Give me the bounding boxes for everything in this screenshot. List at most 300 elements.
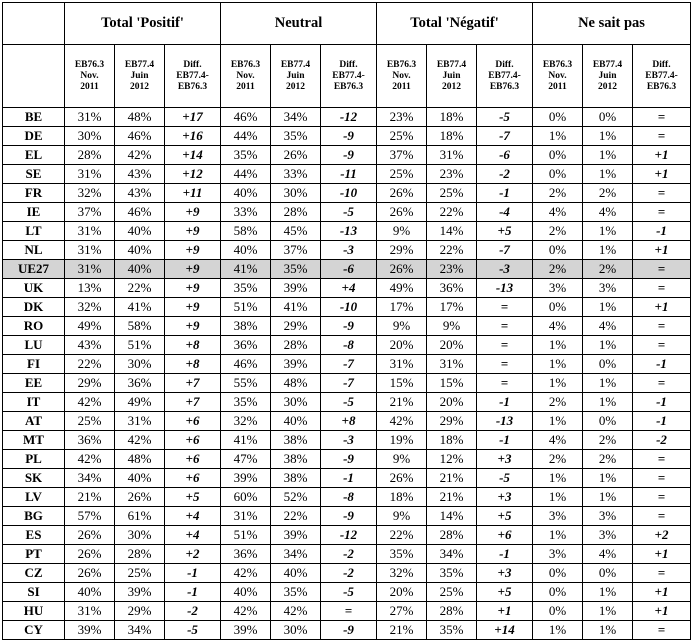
- percentage-cell: 35%: [271, 260, 321, 279]
- group-header-neutral: Neutral: [221, 3, 377, 45]
- diff-cell: +4: [165, 526, 221, 545]
- sub-header-line: EB76.3: [177, 81, 208, 92]
- eb763-nov-2011-header: [533, 45, 583, 108]
- percentage-cell: 44%: [221, 165, 271, 184]
- country-code-cell: EL: [3, 146, 65, 165]
- percentage-cell: 20%: [427, 336, 477, 355]
- percentage-cell: 1%: [533, 526, 583, 545]
- percentage-cell: 26%: [377, 184, 427, 203]
- diff-cell: +6: [165, 412, 221, 431]
- country-code-cell: SI: [3, 583, 65, 602]
- diff-cell: +6: [477, 526, 533, 545]
- percentage-cell: 22%: [65, 355, 115, 374]
- eb774-juin-2012-header: [427, 45, 477, 108]
- percentage-cell: 1%: [583, 241, 633, 260]
- diff-cell: =: [477, 355, 533, 374]
- sub-header-line: Juin: [130, 70, 149, 81]
- country-code-cell: CZ: [3, 564, 65, 583]
- eb763-nov-2011-header: [65, 45, 115, 108]
- percentage-cell: 46%: [221, 108, 271, 127]
- diff-cell: -12: [321, 526, 377, 545]
- sub-header-line: Juin: [442, 70, 461, 81]
- percentage-cell: 32%: [65, 298, 115, 317]
- percentage-cell: 52%: [271, 488, 321, 507]
- diff-cell: +1: [477, 602, 533, 621]
- percentage-cell: 0%: [583, 355, 633, 374]
- percentage-cell: 0%: [583, 564, 633, 583]
- percentage-cell: 42%: [221, 602, 271, 621]
- percentage-cell: 1%: [583, 146, 633, 165]
- diff-cell: =: [633, 507, 691, 526]
- diff-cell: +16: [165, 127, 221, 146]
- diff-cell: =: [633, 469, 691, 488]
- diff-cell: -5: [165, 621, 221, 640]
- percentage-cell: 26%: [377, 260, 427, 279]
- diff-cell: -2: [633, 431, 691, 450]
- percentage-cell: 0%: [533, 146, 583, 165]
- sub-header-line: EB76.3: [230, 59, 261, 70]
- diff-cell: +1: [633, 298, 691, 317]
- percentage-cell: 0%: [533, 108, 583, 127]
- percentage-cell: 0%: [583, 108, 633, 127]
- percentage-cell: 4%: [583, 545, 633, 564]
- percentage-cell: 13%: [65, 279, 115, 298]
- percentage-cell: 38%: [271, 431, 321, 450]
- eb774-juin-2012-header: [115, 45, 165, 108]
- percentage-cell: 18%: [427, 108, 477, 127]
- diff-cell: -1: [477, 393, 533, 412]
- percentage-cell: 40%: [65, 583, 115, 602]
- percentage-cell: 31%: [427, 355, 477, 374]
- percentage-cell: 23%: [427, 260, 477, 279]
- percentage-cell: 29%: [271, 317, 321, 336]
- percentage-cell: 4%: [533, 203, 583, 222]
- diff-cell: =: [633, 374, 691, 393]
- percentage-cell: 43%: [65, 336, 115, 355]
- percentage-cell: 0%: [533, 583, 583, 602]
- diff-cell: +9: [165, 298, 221, 317]
- sub-header-line: Nov.: [392, 70, 411, 81]
- diff-cell: -2: [321, 564, 377, 583]
- percentage-cell: 0%: [533, 165, 583, 184]
- table-row: [3, 298, 691, 317]
- diff-cell: +1: [633, 165, 691, 184]
- percentage-cell: 49%: [377, 279, 427, 298]
- diff-cell: -13: [477, 412, 533, 431]
- percentage-cell: 34%: [271, 108, 321, 127]
- country-code-cell: IE: [3, 203, 65, 222]
- percentage-cell: 39%: [221, 621, 271, 640]
- table-row: [3, 526, 691, 545]
- percentage-cell: 42%: [377, 412, 427, 431]
- diff-cell: +9: [165, 203, 221, 222]
- percentage-cell: 43%: [115, 184, 165, 203]
- percentage-cell: 58%: [221, 222, 271, 241]
- table-row: [3, 564, 691, 583]
- sub-header-line: 2011: [392, 81, 411, 92]
- table-row: [3, 203, 691, 222]
- country-code-cell: LT: [3, 222, 65, 241]
- percentage-cell: 3%: [533, 545, 583, 564]
- percentage-cell: 22%: [427, 241, 477, 260]
- percentage-cell: 1%: [583, 602, 633, 621]
- percentage-cell: 42%: [65, 393, 115, 412]
- percentage-cell: 1%: [583, 621, 633, 640]
- eb763-nov-2011-header: [221, 45, 271, 108]
- percentage-cell: 19%: [377, 431, 427, 450]
- diff-cell: -12: [321, 108, 377, 127]
- diff-cell: +1: [633, 545, 691, 564]
- sub-header-line: EB77.4: [124, 59, 155, 70]
- diff-cell: -2: [321, 545, 377, 564]
- percentage-cell: 33%: [271, 165, 321, 184]
- percentage-cell: 51%: [115, 336, 165, 355]
- percentage-cell: 60%: [221, 488, 271, 507]
- percentage-cell: 37%: [271, 241, 321, 260]
- percentage-cell: 1%: [583, 336, 633, 355]
- percentage-cell: 21%: [377, 393, 427, 412]
- diff-cell: +9: [165, 317, 221, 336]
- diff-cell: -8: [321, 488, 377, 507]
- group-header-positif: Total 'Positif': [65, 3, 221, 45]
- percentage-cell: 57%: [65, 507, 115, 526]
- diff-cell: -8: [321, 336, 377, 355]
- percentage-cell: 32%: [221, 412, 271, 431]
- percentage-cell: 51%: [221, 526, 271, 545]
- percentage-cell: 46%: [115, 203, 165, 222]
- diff-cell: +5: [165, 488, 221, 507]
- table-row: [3, 374, 691, 393]
- country-code-cell: CY: [3, 621, 65, 640]
- sub-header-line: EB77.4-: [488, 70, 521, 81]
- sub-header-line: EB76.3: [333, 81, 364, 92]
- diff-cell: +11: [165, 184, 221, 203]
- percentage-cell: 14%: [427, 222, 477, 241]
- diff-cell: +1: [633, 146, 691, 165]
- percentage-cell: 20%: [377, 583, 427, 602]
- diff-cell: -6: [321, 260, 377, 279]
- percentage-cell: 1%: [533, 488, 583, 507]
- percentage-cell: 1%: [533, 412, 583, 431]
- table-header: [3, 3, 691, 108]
- diff-cell: +9: [165, 260, 221, 279]
- percentage-cell: 0%: [533, 298, 583, 317]
- percentage-cell: 4%: [583, 203, 633, 222]
- group-header-row: [3, 3, 691, 45]
- eb774-juin-2012-header: [583, 45, 633, 108]
- percentage-cell: 15%: [427, 374, 477, 393]
- diff-cell: =: [633, 260, 691, 279]
- diff-cell: -4: [477, 203, 533, 222]
- percentage-cell: 49%: [65, 317, 115, 336]
- percentage-cell: 31%: [65, 602, 115, 621]
- diff-cell: =: [633, 450, 691, 469]
- percentage-cell: 35%: [427, 564, 477, 583]
- diff-cell: +4: [165, 507, 221, 526]
- percentage-cell: 0%: [533, 564, 583, 583]
- percentage-cell: 42%: [65, 450, 115, 469]
- percentage-cell: 39%: [271, 279, 321, 298]
- country-code-cell: UE27: [3, 260, 65, 279]
- country-code-cell: ES: [3, 526, 65, 545]
- sub-header-line: Juin: [598, 70, 617, 81]
- percentage-cell: 1%: [533, 336, 583, 355]
- diff-cell: =: [633, 621, 691, 640]
- percentage-cell: 18%: [377, 488, 427, 507]
- percentage-cell: 37%: [377, 146, 427, 165]
- country-code-cell: UK: [3, 279, 65, 298]
- percentage-cell: 1%: [533, 469, 583, 488]
- percentage-cell: 1%: [533, 127, 583, 146]
- percentage-cell: 1%: [583, 469, 633, 488]
- percentage-cell: 1%: [533, 355, 583, 374]
- percentage-cell: 3%: [583, 526, 633, 545]
- diff-cell: -7: [321, 374, 377, 393]
- sub-header-line: EB76.3: [646, 81, 677, 92]
- percentage-cell: 1%: [583, 583, 633, 602]
- survey-table: [2, 2, 691, 640]
- percentage-cell: 2%: [533, 222, 583, 241]
- sub-header-line: 2011: [548, 81, 567, 92]
- percentage-cell: 30%: [271, 393, 321, 412]
- percentage-cell: 47%: [221, 450, 271, 469]
- diff-cell: +12: [165, 165, 221, 184]
- percentage-cell: 55%: [221, 374, 271, 393]
- percentage-cell: 26%: [377, 469, 427, 488]
- percentage-cell: 26%: [271, 146, 321, 165]
- percentage-cell: 21%: [427, 469, 477, 488]
- percentage-cell: 38%: [221, 317, 271, 336]
- diff-cell: =: [477, 336, 533, 355]
- percentage-cell: 25%: [65, 412, 115, 431]
- percentage-cell: 35%: [221, 146, 271, 165]
- diff-cell: =: [633, 488, 691, 507]
- table-row: [3, 241, 691, 260]
- sub-header-line: 2012: [598, 81, 617, 92]
- sub-header-line: Juin: [286, 70, 305, 81]
- percentage-cell: 39%: [115, 583, 165, 602]
- percentage-cell: 26%: [65, 545, 115, 564]
- table-row: [3, 260, 691, 279]
- percentage-cell: 46%: [221, 355, 271, 374]
- percentage-cell: 2%: [533, 260, 583, 279]
- country-code-cell: MT: [3, 431, 65, 450]
- percentage-cell: 38%: [271, 450, 321, 469]
- percentage-cell: 42%: [221, 564, 271, 583]
- diff-cell: +9: [165, 222, 221, 241]
- percentage-cell: 34%: [271, 545, 321, 564]
- diff-cell: -3: [321, 431, 377, 450]
- table-row: [3, 450, 691, 469]
- diff-cell: -1: [633, 355, 691, 374]
- sub-header-line: Diff.: [183, 59, 202, 70]
- percentage-cell: 39%: [65, 621, 115, 640]
- percentage-cell: 58%: [115, 317, 165, 336]
- percentage-cell: 28%: [427, 526, 477, 545]
- diff-header: [633, 45, 691, 108]
- percentage-cell: 2%: [583, 184, 633, 203]
- table-row: [3, 127, 691, 146]
- percentage-cell: 4%: [533, 317, 583, 336]
- diff-cell: +2: [165, 545, 221, 564]
- percentage-cell: 9%: [377, 317, 427, 336]
- percentage-cell: 4%: [533, 431, 583, 450]
- percentage-cell: 26%: [115, 488, 165, 507]
- diff-cell: +8: [165, 355, 221, 374]
- percentage-cell: 31%: [65, 165, 115, 184]
- country-code-cell: IT: [3, 393, 65, 412]
- diff-cell: =: [633, 203, 691, 222]
- percentage-cell: 32%: [65, 184, 115, 203]
- diff-cell: =: [633, 564, 691, 583]
- percentage-cell: 2%: [533, 184, 583, 203]
- diff-cell: -5: [321, 393, 377, 412]
- diff-header: [321, 45, 377, 108]
- percentage-cell: 1%: [583, 374, 633, 393]
- percentage-cell: 37%: [65, 203, 115, 222]
- table-row: [3, 621, 691, 640]
- table-row: [3, 279, 691, 298]
- percentage-cell: 34%: [115, 621, 165, 640]
- percentage-cell: 40%: [115, 222, 165, 241]
- percentage-cell: 35%: [221, 393, 271, 412]
- diff-cell: +9: [165, 241, 221, 260]
- country-code-cell: NL: [3, 241, 65, 260]
- percentage-cell: 40%: [271, 564, 321, 583]
- percentage-cell: 31%: [65, 241, 115, 260]
- percentage-cell: 21%: [427, 488, 477, 507]
- percentage-cell: 38%: [271, 469, 321, 488]
- country-code-cell: HU: [3, 602, 65, 621]
- sub-header-line: EB77.4: [592, 59, 623, 70]
- country-code-cell: PT: [3, 545, 65, 564]
- percentage-cell: 41%: [221, 260, 271, 279]
- percentage-cell: 29%: [377, 241, 427, 260]
- percentage-cell: 18%: [427, 127, 477, 146]
- percentage-cell: 36%: [65, 431, 115, 450]
- diff-cell: +8: [165, 336, 221, 355]
- percentage-cell: 28%: [271, 203, 321, 222]
- sub-header-line: 2011: [236, 81, 255, 92]
- percentage-cell: 2%: [533, 393, 583, 412]
- table-row: [3, 184, 691, 203]
- country-code-cell: SK: [3, 469, 65, 488]
- percentage-cell: 36%: [221, 336, 271, 355]
- diff-cell: -9: [321, 450, 377, 469]
- table-row: [3, 412, 691, 431]
- percentage-cell: 0%: [533, 602, 583, 621]
- diff-cell: +4: [321, 279, 377, 298]
- diff-cell: =: [477, 374, 533, 393]
- percentage-cell: 40%: [115, 469, 165, 488]
- sub-header-line: Diff.: [652, 59, 671, 70]
- diff-cell: -7: [321, 355, 377, 374]
- percentage-cell: 28%: [427, 602, 477, 621]
- percentage-cell: 22%: [427, 203, 477, 222]
- percentage-cell: 40%: [115, 260, 165, 279]
- diff-cell: +14: [477, 621, 533, 640]
- diff-cell: +17: [165, 108, 221, 127]
- percentage-cell: 43%: [115, 165, 165, 184]
- table-body: [3, 108, 691, 640]
- country-code-cell: BE: [3, 108, 65, 127]
- diff-cell: -1: [633, 412, 691, 431]
- diff-cell: =: [633, 127, 691, 146]
- percentage-cell: 1%: [583, 127, 633, 146]
- percentage-cell: 28%: [65, 146, 115, 165]
- percentage-cell: 41%: [221, 431, 271, 450]
- diff-cell: +6: [165, 469, 221, 488]
- table-row: [3, 146, 691, 165]
- percentage-cell: 1%: [533, 374, 583, 393]
- diff-cell: +7: [165, 374, 221, 393]
- percentage-cell: 17%: [377, 298, 427, 317]
- percentage-cell: 36%: [115, 374, 165, 393]
- percentage-cell: 34%: [65, 469, 115, 488]
- sub-header-line: EB77.4: [436, 59, 467, 70]
- percentage-cell: 42%: [115, 431, 165, 450]
- diff-cell: -1: [477, 545, 533, 564]
- sub-header-line: EB76.3: [542, 59, 573, 70]
- percentage-cell: 4%: [583, 317, 633, 336]
- diff-cell: +5: [477, 583, 533, 602]
- percentage-cell: 49%: [115, 393, 165, 412]
- percentage-cell: 42%: [115, 146, 165, 165]
- percentage-cell: 9%: [377, 222, 427, 241]
- sub-corner-cell: [3, 45, 65, 108]
- sub-header-line: Diff.: [339, 59, 358, 70]
- diff-cell: =: [477, 298, 533, 317]
- corner-cell: [3, 3, 65, 45]
- diff-cell: -5: [477, 469, 533, 488]
- percentage-cell: 25%: [377, 165, 427, 184]
- table-row: [3, 393, 691, 412]
- percentage-cell: 1%: [583, 165, 633, 184]
- percentage-cell: 48%: [271, 374, 321, 393]
- percentage-cell: 1%: [583, 488, 633, 507]
- percentage-cell: 40%: [271, 412, 321, 431]
- percentage-cell: 40%: [221, 241, 271, 260]
- sub-header-line: EB77.4-: [176, 70, 209, 81]
- percentage-cell: 41%: [271, 298, 321, 317]
- diff-cell: -3: [477, 260, 533, 279]
- percentage-cell: 3%: [533, 279, 583, 298]
- percentage-cell: 22%: [377, 526, 427, 545]
- percentage-cell: 40%: [221, 583, 271, 602]
- diff-cell: =: [633, 336, 691, 355]
- diff-cell: -1: [165, 583, 221, 602]
- percentage-cell: 30%: [271, 621, 321, 640]
- sub-header-line: Nov.: [80, 70, 99, 81]
- percentage-cell: 9%: [377, 450, 427, 469]
- percentage-cell: 33%: [221, 203, 271, 222]
- diff-cell: +5: [477, 507, 533, 526]
- percentage-cell: 25%: [427, 184, 477, 203]
- diff-cell: -9: [321, 127, 377, 146]
- sub-header-line: 2011: [80, 81, 99, 92]
- diff-cell: -5: [321, 203, 377, 222]
- country-code-cell: SE: [3, 165, 65, 184]
- sub-header-row: [3, 45, 691, 108]
- percentage-cell: 20%: [377, 336, 427, 355]
- table-row: [3, 469, 691, 488]
- diff-cell: -1: [321, 469, 377, 488]
- percentage-cell: 35%: [271, 127, 321, 146]
- percentage-cell: 29%: [427, 412, 477, 431]
- percentage-cell: 14%: [427, 507, 477, 526]
- percentage-cell: 3%: [533, 507, 583, 526]
- percentage-cell: 48%: [115, 108, 165, 127]
